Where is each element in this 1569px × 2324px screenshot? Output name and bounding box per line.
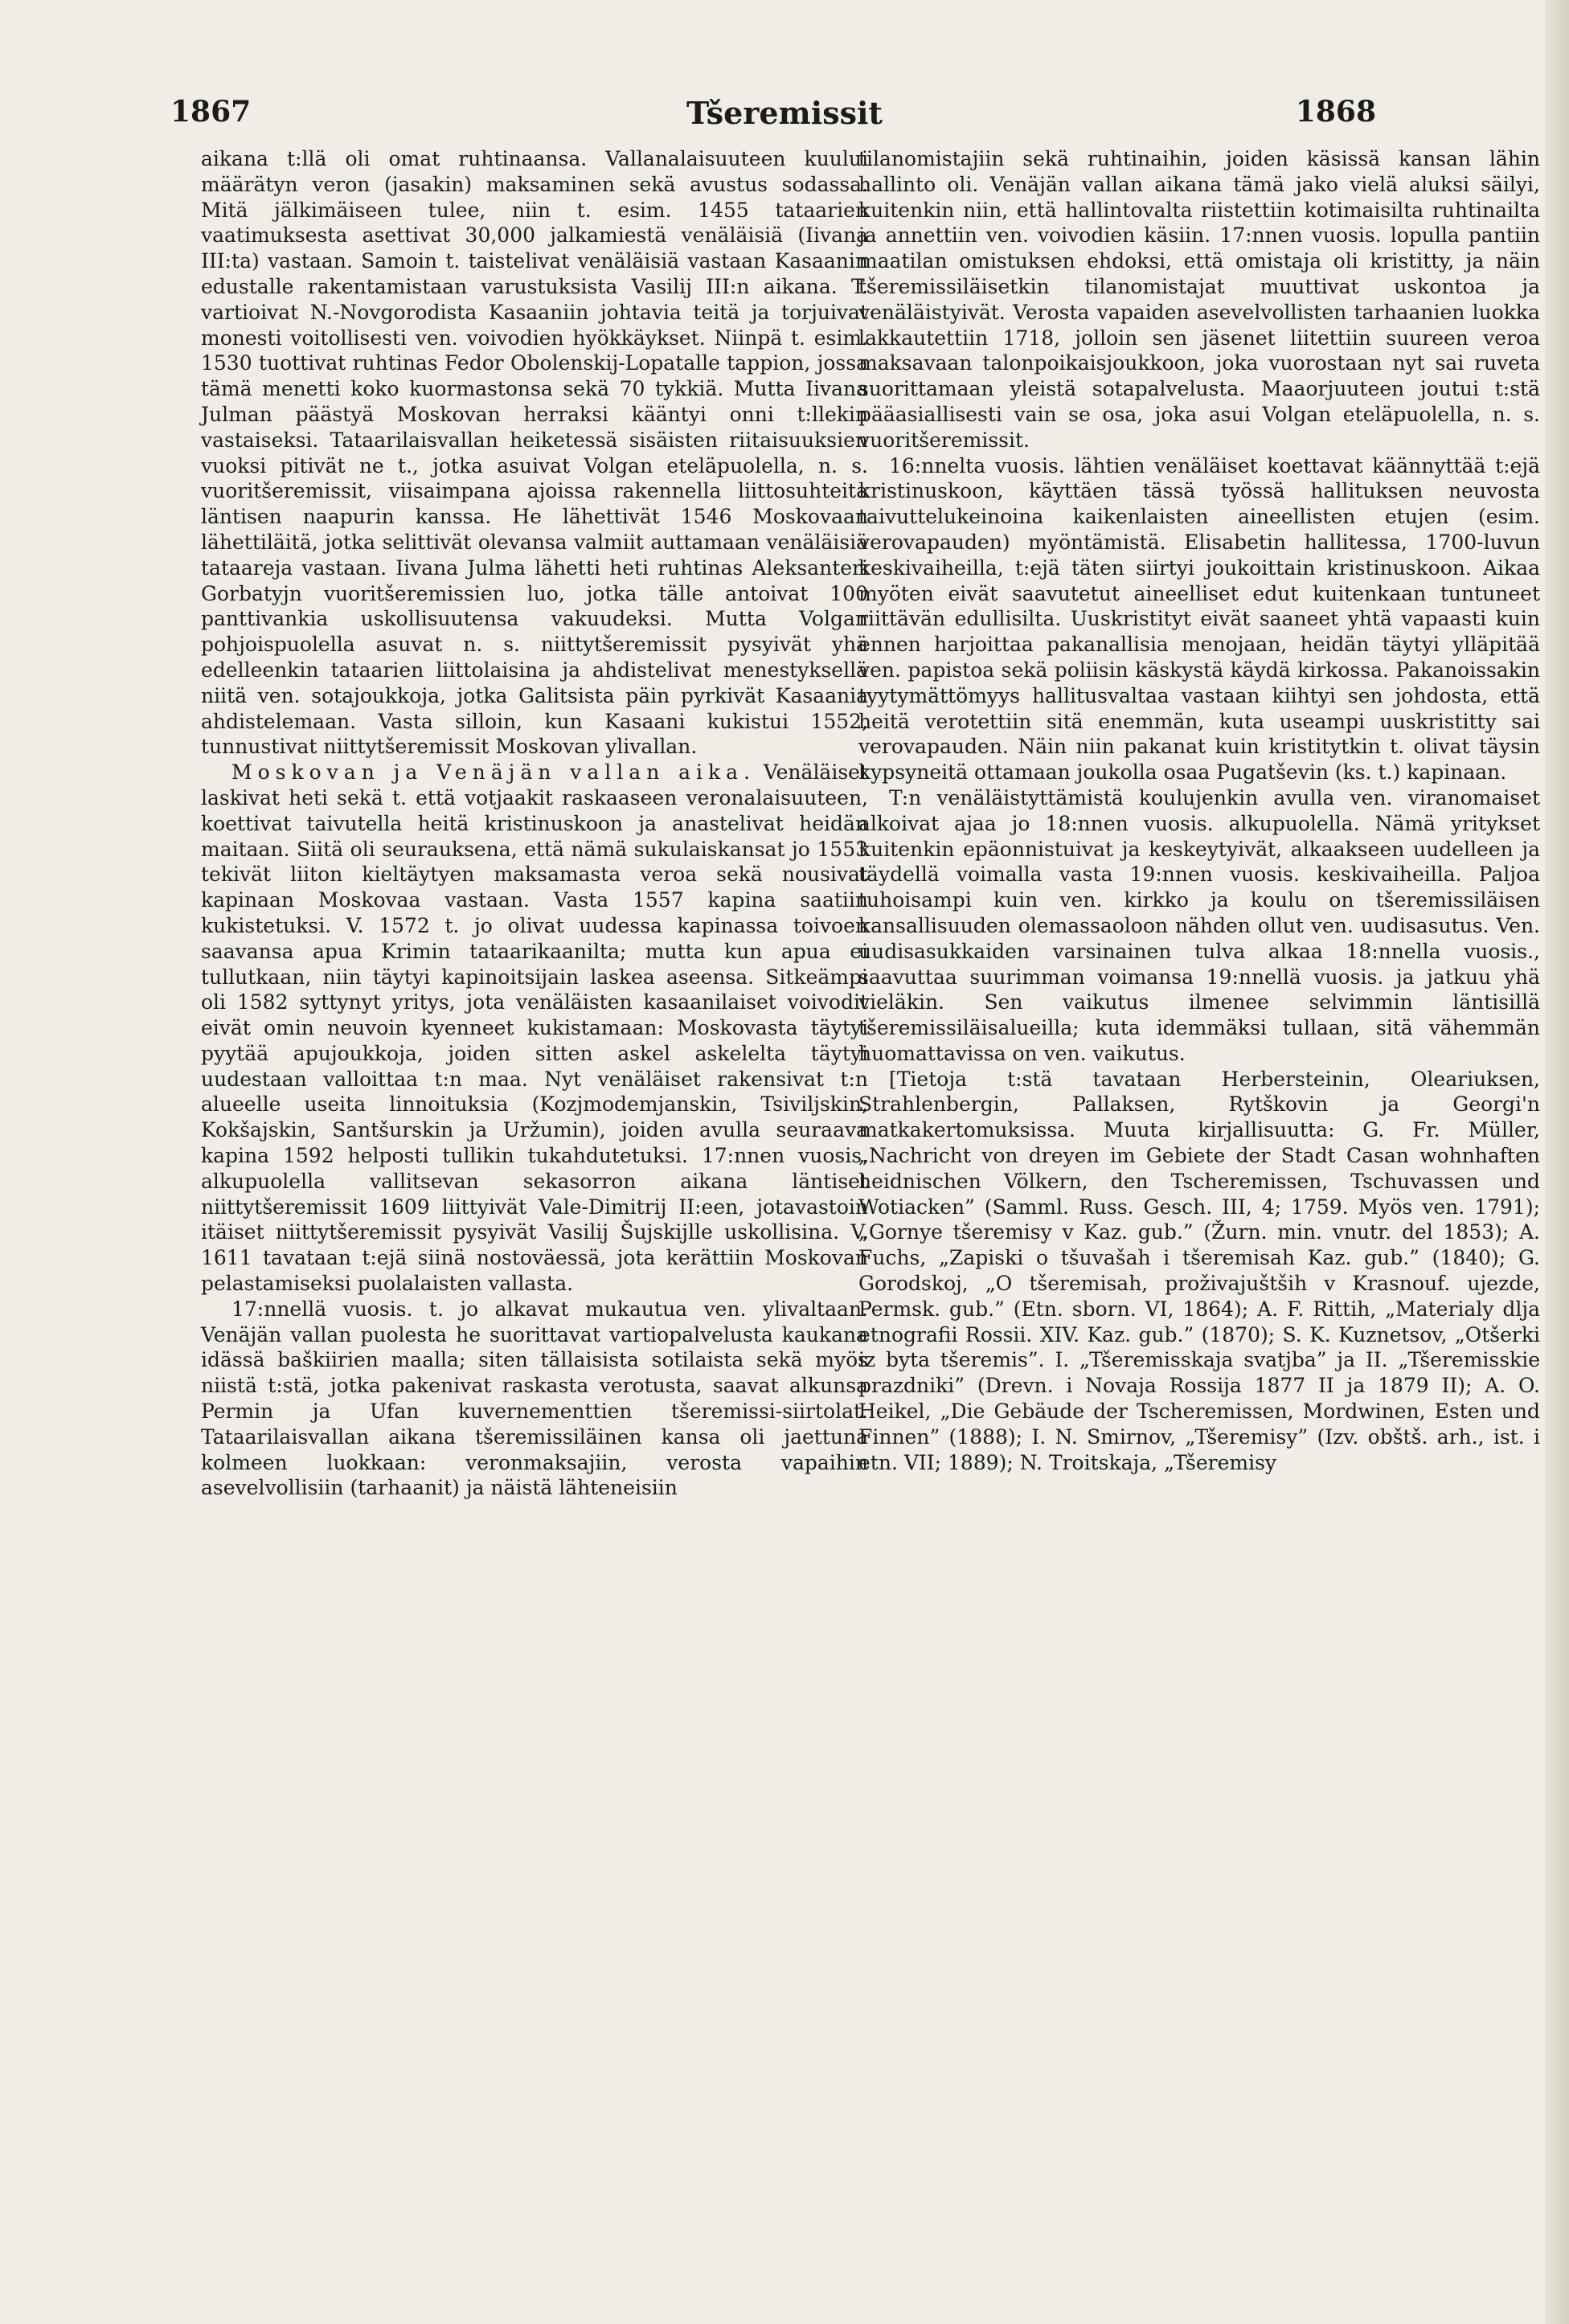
- left-paragraph-3: 17:nnellä vuosis. t. jo alkavat mukautua ven. ylivaltaan. Venäjän vallan puolesta he suorittavat vartiopalvelusta kaukana idässä baškiirien maalla; siten tällaisista sotilaista sekä myös niistä t:stä, jotka pakenivat raskasta verotusta, saavat alkunsa Permin ja Ufan kuvernementtien tšeremissi-siirtolat. Tataarilaisvallan aikana tšeremissiläinen kansa oli jaettuna kolmeen luokkaan: veronmaksajiin, verosta vapaihin asevelvollisiin (tarhaanit) ja näistä lähteneisiin: [201, 1297, 868, 1500]
- right-column: [858, 146, 1540, 1475]
- running-title: Tšeremissit: [686, 95, 883, 131]
- right-paragraph-1: tilanomistajiin sekä ruhtinaihin, joiden käsissä kansan lähin hallinto oli. Venäjän vallan aikana tämä jako vielä aluksi säilyi, kuitenkin niin, että hallintovalta riistettiin kotimaisilta ruhtinailta ja annettiin ven. voivodien käsiin. 17:nnen vuosis. lopulla pantiin maatilan omistuksen ehdoksi, että omistaja oli kristitty, ja näin tšeremissiläisetkin tilanomistajat muuttivat uskontoa ja venäläistyivät. Verosta vapaiden asevelvollisten tarhaanien luokka lakkautettiin 1718, jolloin sen jäsenet liitettiin suureen veroa maksavaan talonpoikaisjoukkoon, joka vuorostaan nyt sai ruveta suorittamaan yleistä sotapalvelusta. Maaorjuuteen joutui t:stä pääasiallisesti vain se osa, joka asui Volgan eteläpuolella, n. s. vuoritšeremissit.: [858, 147, 1540, 452]
- left-paragraph-1: aikana t:llä oli omat ruhtinaansa. Vallanalaisuuteen kuului määrätyn veron (jasakin) maksaminen sekä avustus sodassa. Mitä jälkimäiseen tulee, niin t. esim. 1455 tataarien vaatimuksesta asettivat 30,000 jalkamiestä venäläisiä (Iivana III:ta) vastaan. Samoin t. taistelivat venäläisiä vastaan Kasaanin edustalle rakentamistaan varustuksista Vasilij III:n aikana. T. vartioivat N.-Novgorodista Kasaaniin johtavia teitä ja torjuivat monesti voitollisesti ven. voivodien hyökkäykset. Niinpä t. esim. 1530 tuottivat ruhtinas Fedor Obolenskij-Lopatalle tappion, jossa tämä menetti koko kuormastonsa sekä 70 tykkiä. Mutta Iivana Julman päästyä Moskovan herraksi kääntyi onni t:llekin vastaiseksi. Tataarilaisvallan heiketessä sisäisten riitaisuuksien vuoksi pitivät ne t., jotka asuivat Volgan eteläpuolella, n. s. vuoritšeremissit, viisaimpana ajoissa rakennella liittosuhteita läntisen naapurin kanssa. He lähettivät 1546 Moskovaan lähettiläitä, jotka selittivät olevansa valmiit auttamaan venäläisiä tataareja vastaan. Iivana Julma lähetti heti ruhtinas Aleksanteri Gorbatyjn vuoritšeremissien luo, jotka tälle antoivat 100 panttivankia uskollisuutensa vakuudeksi. Mutta Volgan pohjoispuolella asuvat n. s. niittytšeremissit pysyivät yhä edelleenkin tataarien liittolaisina ja ahdistelivat menestyksellä niitä ven. sotajoukkoja, jotka Galitsista päin pyrkivät Kasaania ahdistelemaan. Vasta silloin, kun Kasaani kukistui 1552, tunnustivat niittytšeremissit Moskovan ylivallan.: [201, 147, 868, 759]
- page-header: [0, 95, 1569, 140]
- page-number-right: 1868: [1295, 95, 1376, 129]
- section-heading-moskovan-aika: Moskovan ja Venäjän vallan aika.: [231, 760, 756, 785]
- left-paragraph-2: [201, 760, 868, 1297]
- right-paragraph-2: 16:nnelta vuosis. lähtien venäläiset koettavat käännyttää t:ejä kristinuskoon, käyttäen tässä työssä hallituksen neuvosta taivuttelukeinoina kaikenlaisten aineellisten etujen (esim. verovapauden) myöntämistä. Elisabetin hallitessa, 1700-luvun keskivaiheilla, t:ejä täten siirtyi joukoittain kristinuskoon. Aikaa myöten eivät saavutetut aineelliset edut kuitenkaan tuntuneet riittävän edullisilta. Uuskristityt eivät saaneet yhtä vapaasti kuin ennen harjoittaa pakanallisia menojaan, heidän täytyi ylläpitää ven. papistoa sekä poliisin käskystä käydä kirkossa. Pakanoissakin tyytymättömyys hallitusvaltaa vastaan kiihtyi sen johdosta, että heitä verotettiin sitä enemmän, kuta useampi uuskristitty sai verovapauden. Näin niin pakanat kuin kristitytkin t. olivat täysin kypsyneitä ottamaan joukolla osaa Pugatševin (ks. t.) kapinaan.: [858, 453, 1540, 785]
- left-column: [201, 146, 868, 1501]
- right-paragraph-4-bibliography: [Tietoja t:stä tavataan Herbersteinin, Oleariuksen, Strahlenbergin, Pallaksen, Rytškovin ja Georgi'n matkakertomuksissa. Muuta kirjallisuutta: G. Fr. Müller, „Nachricht von dreyen im Gebiete der Stadt Casan wohnhaften heidnischen Völkern, den Tscheremissen, Tschuvassen und Wotiacken” (Samml. Russ. Gesch. III, 4; 1759. Myös ven. 1791); „Gornye tšeremisy v Kaz. gub.” (Žurn. min. vnutr. del 1853); A. Fuchs, „Zapiski o tšuvašah i tšeremisah Kaz. gub.” (1840); G. Gorodskoj, „O tšeremisah, proživajuštših v Krasnouf. ujezde, Permsk. gub.” (Etn. sborn. VI, 1864); A. F. Rittih, „Materialy dlja etnografii Rossii. XIV. Kaz. gub.” (1870); S. K. Kuznetsov, „Otšerki iz byta tšeremis”. I. „Tšeremisskaja svatjba” ja II. „Tšeremisskie prazdniki” (Drevn. i Novaja Rossija 1877 II ja 1879 II); A. O. Heikel, „Die Gebäude der Tscheremissen, Mordwinen, Esten und Finnen” (1888); I. N. Smirnov, „Tšeremisy” (Izv. obštš. arh., ist. i etn. VII; 1889); N. Troitskaja, „Tšeremisy: [858, 1067, 1540, 1474]
- right-paragraph-3: T:n venäläistyttämistä koulujenkin avulla ven. viranomaiset alkoivat ajaa jo 18:nnen vuosis. alkupuolella. Nämä yritykset kuitenkin epäonnistuivat ja keskeytyivät, alkaakseen uudelleen ja täydellä voimalla vasta 19:nnen vuosis. keskivaiheilla. Paljoa tuhoisampi kuin ven. kirkko ja koulu on tšeremissiläisen kansallisuuden olemassaoloon nähden ollut ven. uudisasutus. Ven. uudisasukkaiden varsinainen tulva alkaa 18:nnella vuosis., saavuttaa suurimman voimansa 19:nnellä vuosis. ja jatkuu yhä vieläkin. Sen vaikutus ilmenee selvimmin läntisillä tšeremissiläisalueilla; kuta idemmäksi tullaan, sitä vähemmän huomattavissa on ven. vaikutus.: [858, 785, 1540, 1065]
- page-edge-shadow: [1545, 0, 1569, 2324]
- page-number-left: 1867: [170, 95, 252, 129]
- left-paragraph-2-text: Venäläiset laskivat heti sekä t. että votjaakit raskaaseen veronalaisuuteen, koettivat taivutella heitä kristinuskoon ja anastelivat heidän maitaan. Siitä oli seurauksena, että nämä sukulaiskansat jo 1553 tekivät liiton kieltäytyen maksamasta veroa sekä nousivat kapinaan Moskovaa vastaan. Vasta 1557 kapina saatiin kukistetuksi. V. 1572 t. jo olivat uudessa kapinassa toivoen saavansa apua Krimin tataarikaanilta; mutta kun apua ei tullutkaan, niin täytyi kapinoitsijain laskea aseensa. Sitkeämpi oli 1582 syttynyt yritys, jota venäläisten kasaanilaiset voivodit eivät omin neuvoin kyenneet kukistamaan: Moskovasta täytyi pyytää apujoukkoja, joiden sitten askel askelelta täytyi uudestaan valloittaa t:n maa. Nyt venäläiset rakensivat t:n alueelle useita linnoituksia (Kozjmodemjanskin, Tsiviljskin, Kokšajskin, Santšurskin ja Uržumin), joiden avulla seuraava kapina 1592 helposti tullikin tukahdutetuksi. 17:nnen vuosis. alkupuolella vallitsevan sekasorron aikana läntiset niittytšeremissit 1609 liittyivät Vale-Dimitrij II:een, jotavastoin itäiset niittytšeremissit pysyivät Vasilij Šujskijlle uskollisina. V. 1611 tavataan t:ejä siinä nostoväessä, jota kerättiin Moskovan pelastamiseksi puolalaisten vallasta.: [201, 760, 869, 1296]
